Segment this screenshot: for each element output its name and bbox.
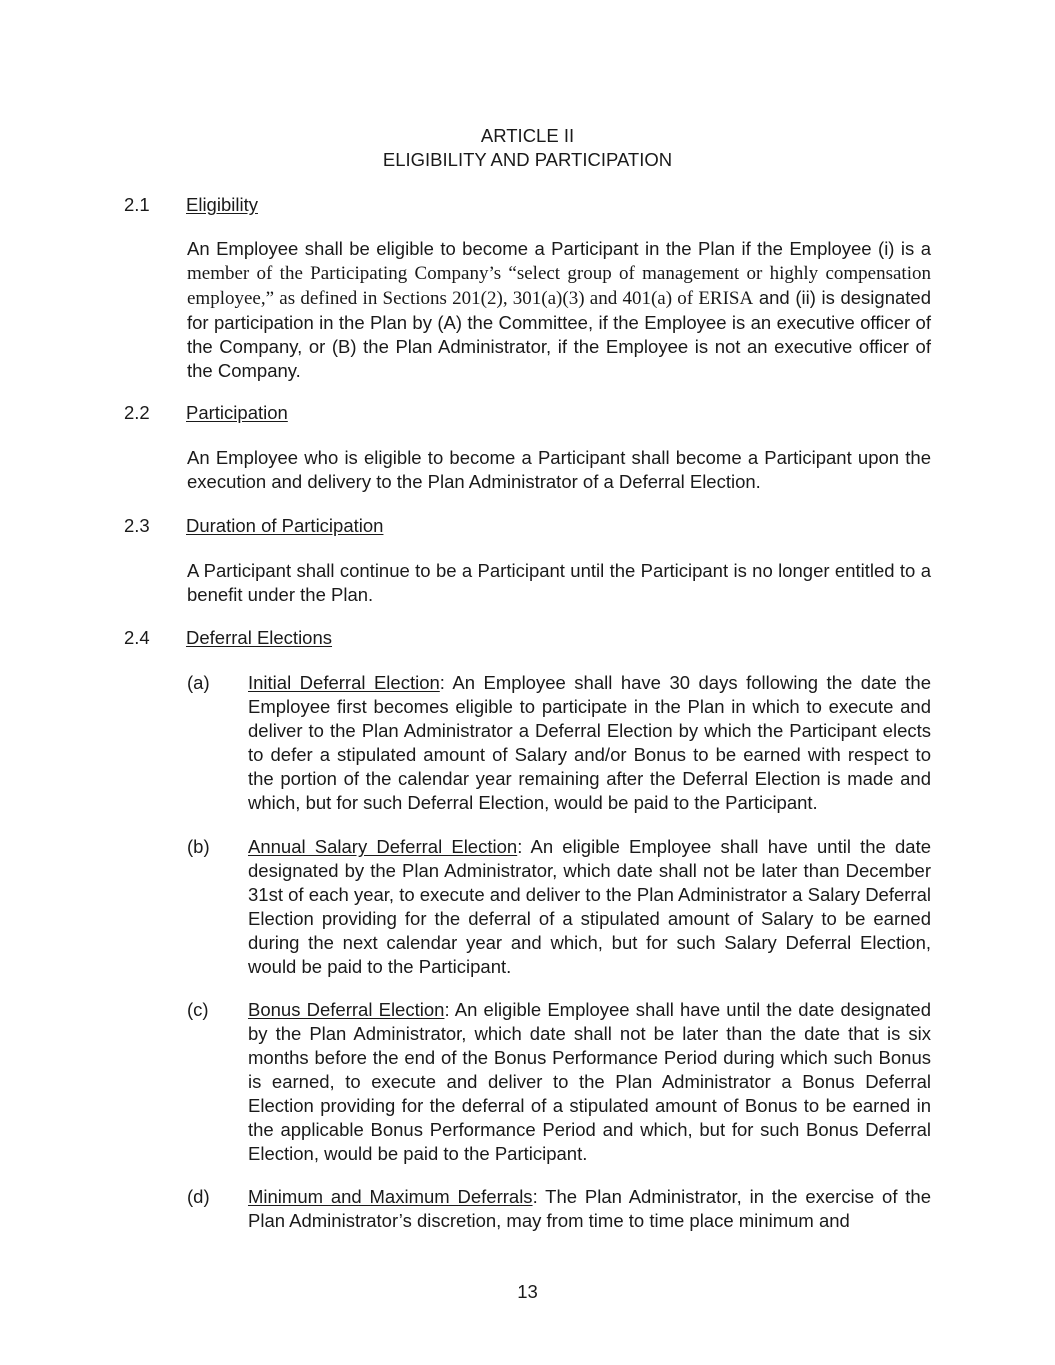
subsection-label: (d)	[187, 1186, 210, 1207]
article-heading	[0, 124, 1055, 172]
section-text-part: and (ii) is designated for participation in the Plan by (A) the Committee, if the Employee is an executive officer of the Company, or (B) the Plan Administrator, if the Employee is not an executive officer of the Company.	[187, 287, 931, 381]
subsection-body: : An Employee shall have 30 days following the date the Employee first becomes eligible to participate in the Plan in which to execute and deliver to the Plan Administrator a Deferral Election by which the Participant elects to defer a stipulated amount of Salary and/or Bonus to be earned with respect to the portion of the calendar year remaining after the Deferral Election is made and which, but for such Deferral Election, would be paid to the Participant.	[248, 672, 931, 813]
section-body-2-3: A Participant shall continue to be a Participant until the Participant is no longer entitled to a benefit under the Plan.	[187, 560, 931, 605]
subsection-label: (c)	[187, 999, 209, 1020]
subsection-heading: Initial Deferral Election	[248, 672, 440, 693]
subsection-text	[248, 835, 931, 979]
subsection-body: : An eligible Employee shall have until the date designated by the Plan Administrator, which date shall not be later than the date that is six months before the end of the Bonus Performance Period during which such Bonus is earned, to execute and deliver to the Plan Administrator a Bonus Deferral Election providing for the deferral of a stipulated amount of Bonus to be earned in the applicable Bonus Performance Period and which, but for such Bonus Deferral Election, would be paid to the Participant.	[248, 999, 931, 1164]
subsection-body: : The Plan Administrator, in the exercise of the Plan Administrator’s discretion, may from time to time place minimum and	[248, 1186, 931, 1231]
subsection-label: (b)	[187, 836, 210, 857]
section-text-part: member of the Participating Company’s “select group of management or highly compensation employee,” as defined in Sections 201(2), 301(a)(3) and 401(a) of ERISA	[187, 263, 931, 309]
section-title: Deferral Elections	[186, 627, 333, 648]
subsection-text	[248, 998, 931, 1166]
subsection-label: (a)	[187, 672, 210, 693]
subsection-text	[248, 1185, 931, 1233]
section-body-2-1	[187, 237, 931, 383]
subsection-heading: Annual Salary Deferral Election	[248, 836, 518, 857]
section-number: 2.1	[124, 194, 150, 215]
section-body-2-2: An Employee who is eligible to become a Participant shall become a Participant upon the execution and delivery to the Plan Administrator of a Deferral Election.	[187, 447, 931, 492]
section-text-part: An Employee shall be eligible to become a Participant in the Plan if the Employee (i) is a	[187, 238, 931, 259]
section-number: 2.2	[124, 402, 150, 423]
subsection-heading: Minimum and Maximum Deferrals	[248, 1186, 533, 1207]
subsection-body: : An eligible Employee shall have until the date designated by the Plan Administrator, which date shall not be later than December 31st of each year, to execute and deliver to the Plan Administrator a Salary Deferral Election providing for the deferral of a stipulated amount of Salary to be earned during the next calendar year and which, but for such Salary Deferral Election, would be paid to the Participant.	[248, 836, 932, 977]
section-title: Eligibility	[186, 194, 258, 215]
section-number: 2.3	[124, 515, 150, 536]
article-number: ARTICLE II	[480, 125, 575, 146]
section-title: Participation	[186, 402, 288, 423]
page-number: 13	[517, 1281, 538, 1302]
section-title: Duration of Participation	[186, 515, 384, 536]
subsection-heading: Bonus Deferral Election	[248, 999, 445, 1020]
section-number: 2.4	[124, 627, 150, 648]
article-title: ELIGIBILITY AND PARTICIPATION	[382, 149, 673, 170]
subsection-text	[248, 671, 931, 815]
